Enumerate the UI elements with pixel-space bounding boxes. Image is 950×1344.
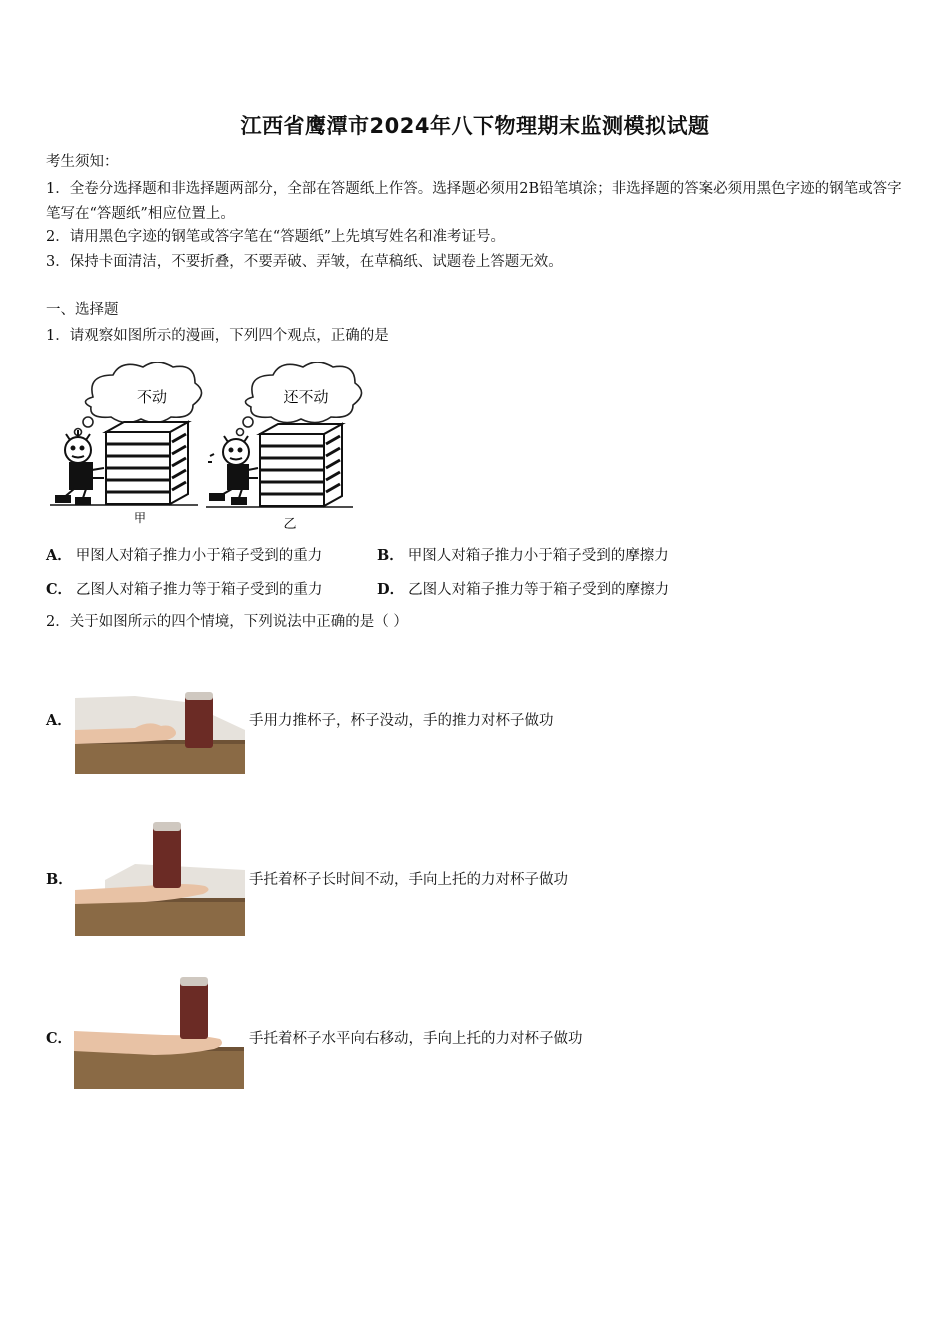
option-text: 甲图人对箱子推力小于箱子受到的摩擦力	[407, 548, 669, 564]
q2-option-c-label[interactable]: C．	[46, 1030, 73, 1047]
bubble-right-text: 还不动	[283, 388, 329, 406]
figure-label-left: 甲	[133, 511, 147, 525]
option-label: D．	[377, 581, 405, 598]
option-label: A．	[46, 547, 72, 564]
q2-photo-b	[75, 820, 245, 936]
crate-left	[106, 422, 188, 504]
q2-option-a-label[interactable]: A．	[46, 712, 72, 729]
option-label: C．	[46, 581, 73, 598]
cartoon-drawing	[48, 362, 388, 532]
bubble-left-text: 不动	[136, 388, 168, 406]
option-text: 乙图人对箱子推力等于箱子受到的摩擦力	[408, 582, 670, 598]
notice-heading: 考生须知：	[46, 154, 119, 170]
section-heading: 一、选择题	[46, 302, 119, 318]
q2-option-b-text: 手托着杯子长时间不动，手向上托的力对杯子做功	[249, 872, 568, 888]
q1-option-d[interactable]	[377, 578, 669, 599]
option-label: B．	[377, 547, 404, 564]
q1-option-c[interactable]	[46, 578, 323, 599]
q2-photo-a	[75, 690, 245, 774]
photo-push-cup	[75, 690, 245, 774]
figure-label-right: 乙	[283, 517, 297, 532]
photo-move-cup	[74, 975, 244, 1089]
option-text: 甲图人对箱子推力小于箱子受到的重力	[75, 548, 323, 564]
q2-photo-c	[74, 975, 244, 1089]
q2-stem: 2．关于如图所示的四个情境，下列说法中正确的是（ ）	[46, 614, 408, 630]
photo-hold-cup	[75, 820, 245, 936]
q1-cartoon-figure	[48, 362, 388, 532]
q2-option-c-text: 手托着杯子水平向右移动，手向上托的力对杯子做功	[249, 1031, 583, 1047]
q1-stem: 1．请观察如图所示的漫画，下列四个观点，正确的是	[46, 328, 389, 344]
q1-option-b[interactable]	[377, 544, 669, 565]
q2-option-a-text: 手用力推杯子，杯子没动，手的推力对杯子做功	[249, 713, 554, 729]
notice-item-1: 1．全卷分选择题和非选择题两部分，全部在答题纸上作答。选择题必须用2B铅笔填涂；非选择题的答案必须用黑色字迹的钢笔或答字笔写在“答题纸”相应位置上。	[46, 181, 902, 222]
person-left	[56, 430, 104, 504]
person-right	[208, 436, 258, 504]
q2-option-b-label[interactable]: B．	[46, 871, 73, 888]
crate-right	[260, 424, 342, 506]
notice-item-2: 2．请用黑色字迹的钢笔或答字笔在“答题纸”上先填写姓名和准考证号。	[46, 229, 506, 245]
option-text: 乙图人对箱子推力等于箱子受到的重力	[76, 582, 323, 598]
q1-option-a[interactable]	[46, 544, 322, 565]
page-title: 江西省鹰潭市2024年八下物理期末监测模拟试题	[240, 114, 710, 138]
notice-item-3: 3．保持卡面清洁，不要折叠，不要弄破、弄皱，在草稿纸、试题卷上答题无效。	[46, 254, 563, 270]
